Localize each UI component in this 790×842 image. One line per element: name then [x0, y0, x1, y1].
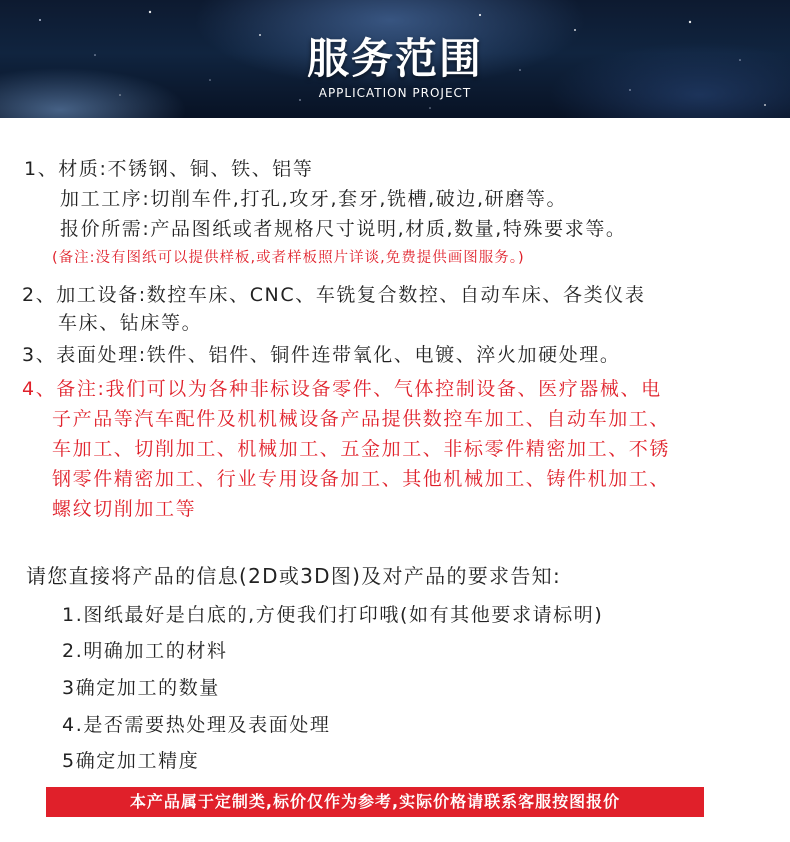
remark-line-5: 螺纹切削加工等 [52, 498, 197, 520]
remark-line-4: 钢零件精密加工、行业专用设备加工、其他机械加工、铸件机加工、 [52, 468, 671, 490]
header-banner [0, 0, 790, 118]
request-item: 2.明确加工的材料 [62, 640, 228, 662]
remark-line-1: 4、备注:我们可以为各种非标设备零件、气体控制设备、医疗器械、电 [22, 378, 662, 400]
quote-requirements-line: 报价所需:产品图纸或者规格尺寸说明,材质,数量,特殊要求等。 [60, 218, 627, 240]
request-heading: 请您直接将产品的信息(2D或3D图)及对产品的要求告知: [26, 564, 561, 588]
equipment-line-cont: 车床、钻床等。 [58, 312, 203, 334]
surface-treatment-line: 3、表面处理:铁件、铝件、铜件连带氧化、电镀、淬火加硬处理。 [22, 344, 621, 366]
banner-subtitle: APPLICATION PROJECT [318, 86, 472, 100]
request-item: 5确定加工精度 [62, 750, 200, 772]
remark-line-2: 子产品等汽车配件及机机械设备产品提供数控车加工、自动车加工、 [52, 408, 671, 430]
request-item: 3确定加工的数量 [62, 677, 220, 699]
banner-title: 服务范围 [306, 34, 483, 83]
remark-line-3: 车加工、切削加工、机械加工、五金加工、非标零件精密加工、不锈 [52, 438, 671, 460]
request-item: 4.是否需要热处理及表面处理 [62, 714, 331, 736]
equipment-line: 2、加工设备:数控车床、CNC、车铣复合数控、自动车床、各类仪表 [22, 284, 646, 306]
pricing-notice-banner: 本产品属于定制类,标价仅作为参考,实际价格请联系客服按图报价 [46, 787, 704, 817]
request-item: 1.图纸最好是白底的,方便我们打印哦(如有其他要求请标明) [62, 604, 604, 626]
material-line: 1、材质:不锈钢、铜、铁、铝等 [24, 158, 314, 180]
process-line: 加工工序:切削车件,打孔,攻牙,套牙,铣槽,破边,研磨等。 [60, 188, 568, 210]
drawing-note: (备注:没有图纸可以提供样板,或者样板照片详谈,免费提供画图服务。) [52, 250, 525, 266]
